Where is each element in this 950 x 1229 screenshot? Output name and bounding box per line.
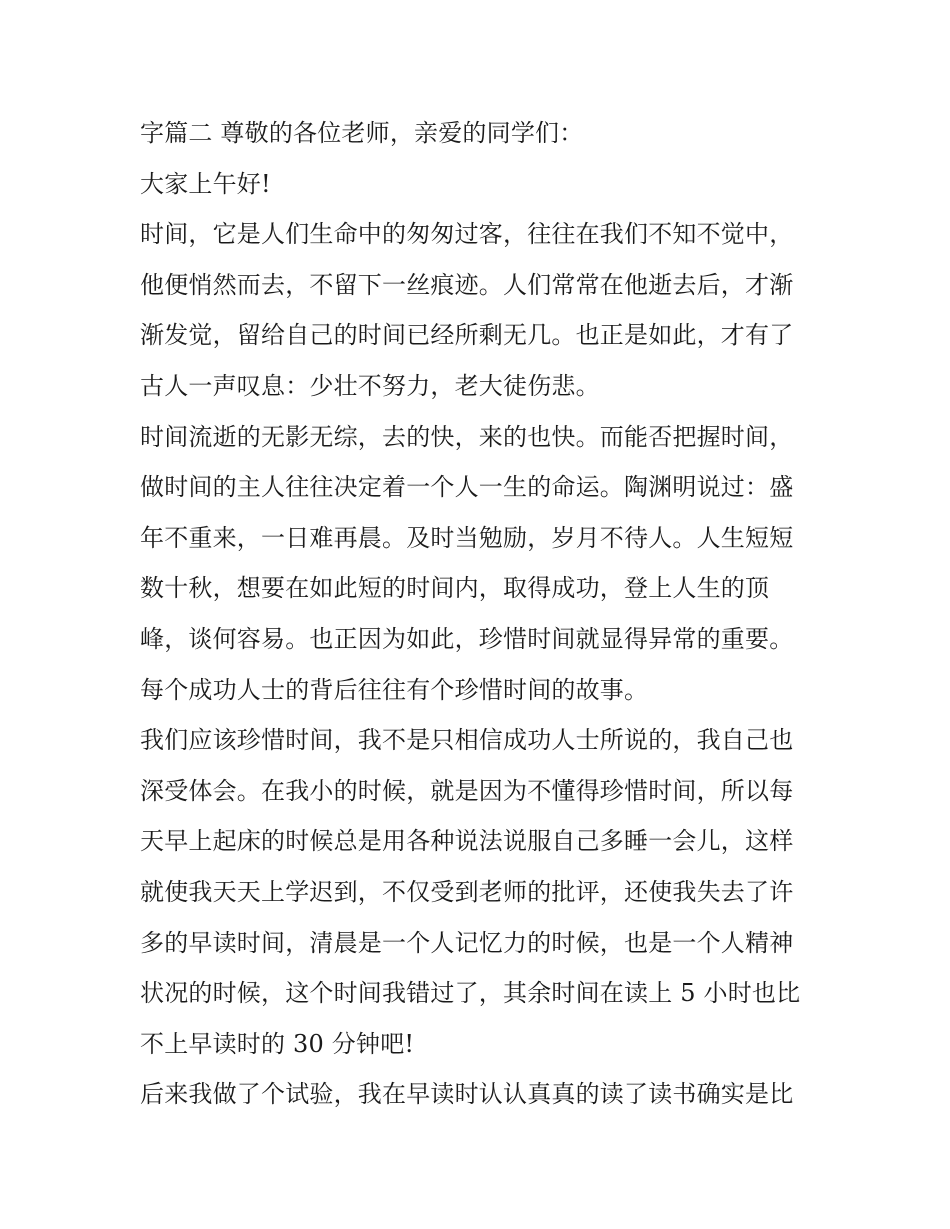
text-line-9: 年不重来，一日难再晨。及时当勉励，岁月不待人。人生短短 <box>140 523 794 552</box>
text-line-15: 天早上起床的时候总是用各种说法说服自己多睡一会儿，这样 <box>140 827 794 856</box>
text-line-18: 状况的时候，这个时间我错过了，其余时间在读上 5 小时也比 <box>140 979 801 1008</box>
text-line-11: 峰，谈何容易。也正因为如此，珍惜时间就显得异常的重要。 <box>140 624 794 653</box>
text-line-19: 不上早读时的 30 分钟吧! <box>140 1029 415 1058</box>
text-line-5: 渐发觉，留给自己的时间已经所剩无几。也正是如此，才有了 <box>140 321 794 350</box>
text-line-1: 字篇二 尊敬的各位老师，亲爱的同学们： <box>140 119 584 147</box>
text-line-2: 大家上午好! <box>140 169 271 198</box>
text-line-13: 我们应该珍惜时间，我不是只相信成功人士所说的，我自己也 <box>140 726 794 755</box>
text-line-4: 他便悄然而去，不留下一丝痕迹。人们常常在他逝去后，才渐 <box>140 270 794 299</box>
text-line-20: 后来我做了个试验，我在早读时认认真真的读了读书确实是比 <box>140 1080 794 1109</box>
text-line-8: 做时间的主人往往决定着一个人一生的命运。陶渊明说过：盛 <box>140 473 794 502</box>
text-line-10: 数十秋，想要在如此短的时间内，取得成功，登上人生的顶 <box>140 574 770 603</box>
text-line-17: 多的早读时间，清晨是一个人记忆力的时候，也是一个人精神 <box>140 928 794 957</box>
text-line-12: 每个成功人士的背后往往有个珍惜时间的故事。 <box>140 675 649 704</box>
text-line-6: 古人一声叹息：少壮不努力，老大徒伤悲。 <box>140 371 600 400</box>
text-line-3: 时间，它是人们生命中的匆匆过客，往往在我们不知不觉中， <box>140 220 794 249</box>
text-line-16: 就使我天天上学迟到，不仅受到老师的批评，还使我失去了许 <box>140 877 794 906</box>
text-line-7: 时间流逝的无影无综，去的快，来的也快。而能否把握时间， <box>140 422 794 451</box>
document-body <box>140 108 820 1120</box>
text-line-14: 深受体会。在我小的时候，就是因为不懂得珍惜时间，所以每 <box>140 776 794 805</box>
